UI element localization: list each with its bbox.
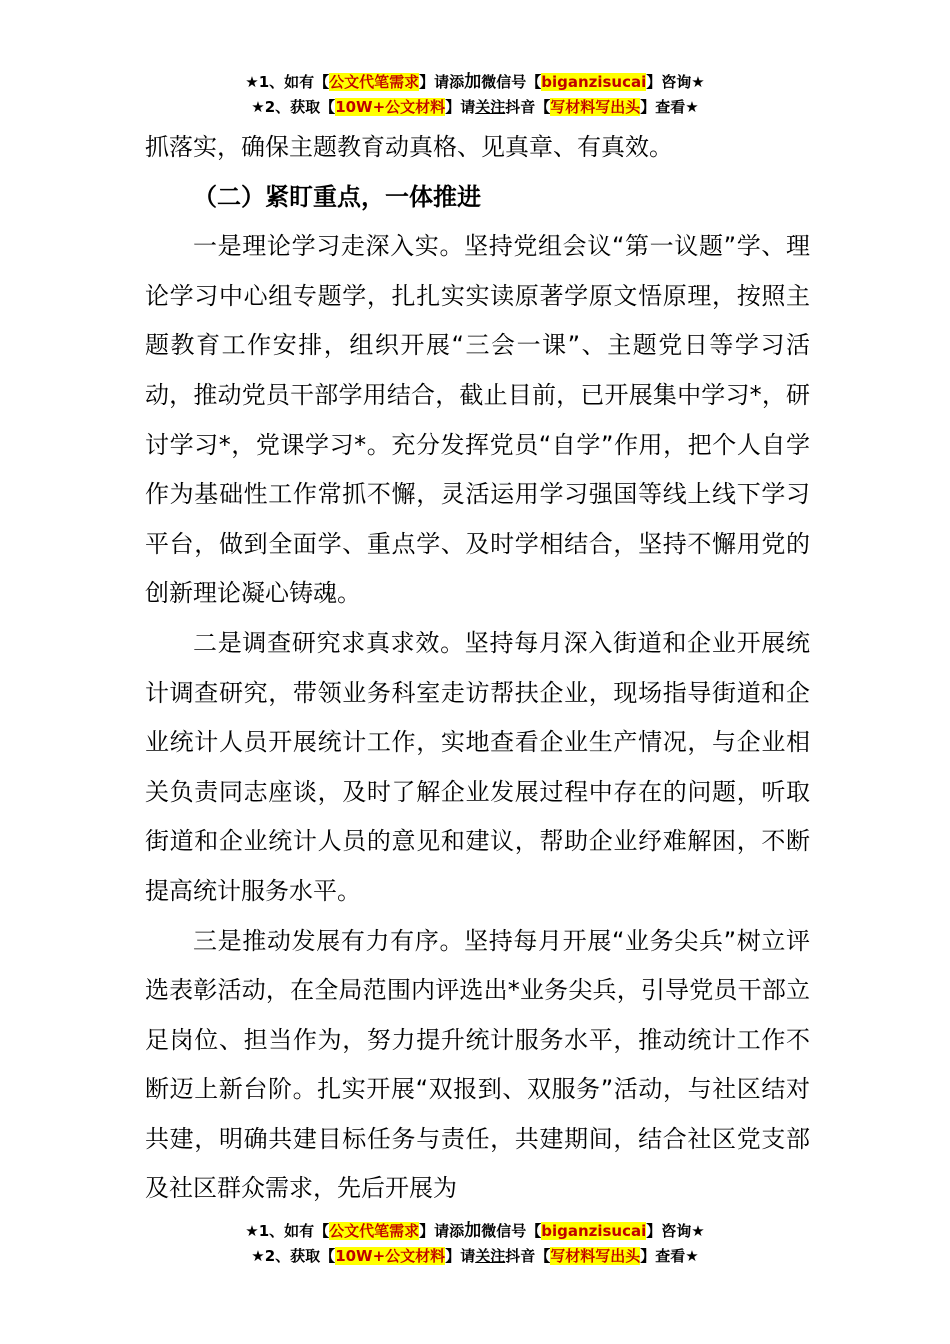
body-paragraph: 一是理论学习走深入实。坚持党组会议“第一议题”学、理论学习中心组专题学，扎扎实实读原著学原文悟原理，按照主题教育工作安排，组织开展“三会一课”、主题党日等学习活动，推动党员干部学用结合，截止目前，已开展集中学习*，研讨学习*，党课学习*。充分发挥党员“自学”作用，把个人自学作为基础性工作常抓不懈，灵活运用学习强国等线上线下学习平台，做到全面学、重点学、及时学相结合，坚持不懈用党的创新理论凝心铸魂。: [145, 232, 810, 608]
banner-text: 微信号【: [481, 73, 542, 91]
banner-line-1: [0, 1219, 950, 1244]
banner-text: ★1、如有【: [245, 1222, 330, 1240]
highlight-text: biganzisucai: [541, 1222, 647, 1240]
highlight-text: 10W+公文材料: [335, 1247, 446, 1265]
banner-text: 加: [464, 72, 482, 92]
banner-text: ★1、如有【: [245, 73, 330, 91]
banner-text: 】查看★: [640, 1247, 699, 1265]
highlight-text: 写材料写出头: [550, 1247, 641, 1265]
highlight-text: 公文代笔需求: [329, 1222, 420, 1240]
bottom-promo-banner: [0, 1219, 950, 1269]
banner-line-1: [0, 70, 950, 95]
banner-text: ★2、获取【: [251, 1247, 336, 1265]
banner-text: 微信号【: [481, 1222, 542, 1240]
body-paragraph: 三是推动发展有力有序。坚持每月开展“业务尖兵”树立评选表彰活动，在全局范围内评选出*业务尖兵，引导党员干部立足岗位、担当作为，努力提升统计服务水平，推动统计工作不断迈上新台阶。扎实开展“双报到、双服务”活动，与社区结对共建，明确共建目标任务与责任，共建期间，结合社区党支部及社区群众需求，先后开展为: [145, 926, 810, 1203]
section-heading: （二）紧盯重点，一体推进: [193, 182, 481, 211]
highlight-text: 公文代笔需求: [329, 73, 420, 91]
banner-text: ★2、获取【: [251, 98, 336, 116]
banner-text: 】请: [445, 98, 476, 116]
body-paragraph: 二是调查研究求真求效。坚持每月深入街道和企业开展统计调查研究，带领业务科室走访帮扶企业，现场指导街道和企业统计人员开展统计工作，实地查看企业生产情况，与企业相关负责同志座谈，及时了解企业发展过程中存在的问题，听取街道和企业统计人员的意见和建议，帮助企业纾难解困，不断提高统计服务水平。: [145, 628, 810, 905]
banner-text: 】咨询★: [646, 1222, 705, 1240]
banner-text: 】查看★: [640, 98, 699, 116]
banner-text: 加: [464, 1221, 482, 1241]
continuation-paragraph: 抓落实，确保主题教育动真格、见真章、有真效。: [145, 133, 673, 161]
banner-text: 】请添: [419, 1222, 465, 1240]
highlight-text: 写材料写出头: [550, 98, 641, 116]
banner-line-2: [0, 1244, 950, 1269]
underlined-text: 关注: [475, 98, 506, 116]
banner-text: 】咨询★: [646, 73, 705, 91]
document-body: [145, 123, 810, 1214]
banner-text: 】请: [445, 1247, 476, 1265]
banner-text: 抖音【: [505, 98, 551, 116]
underlined-text: 关注: [475, 1247, 506, 1265]
highlight-text: biganzisucai: [541, 73, 647, 91]
banner-text: 抖音【: [505, 1247, 551, 1265]
top-promo-banner: [0, 70, 950, 120]
banner-text: 】请添: [419, 73, 465, 91]
highlight-text: 10W+公文材料: [335, 98, 446, 116]
banner-line-2: [0, 95, 950, 120]
